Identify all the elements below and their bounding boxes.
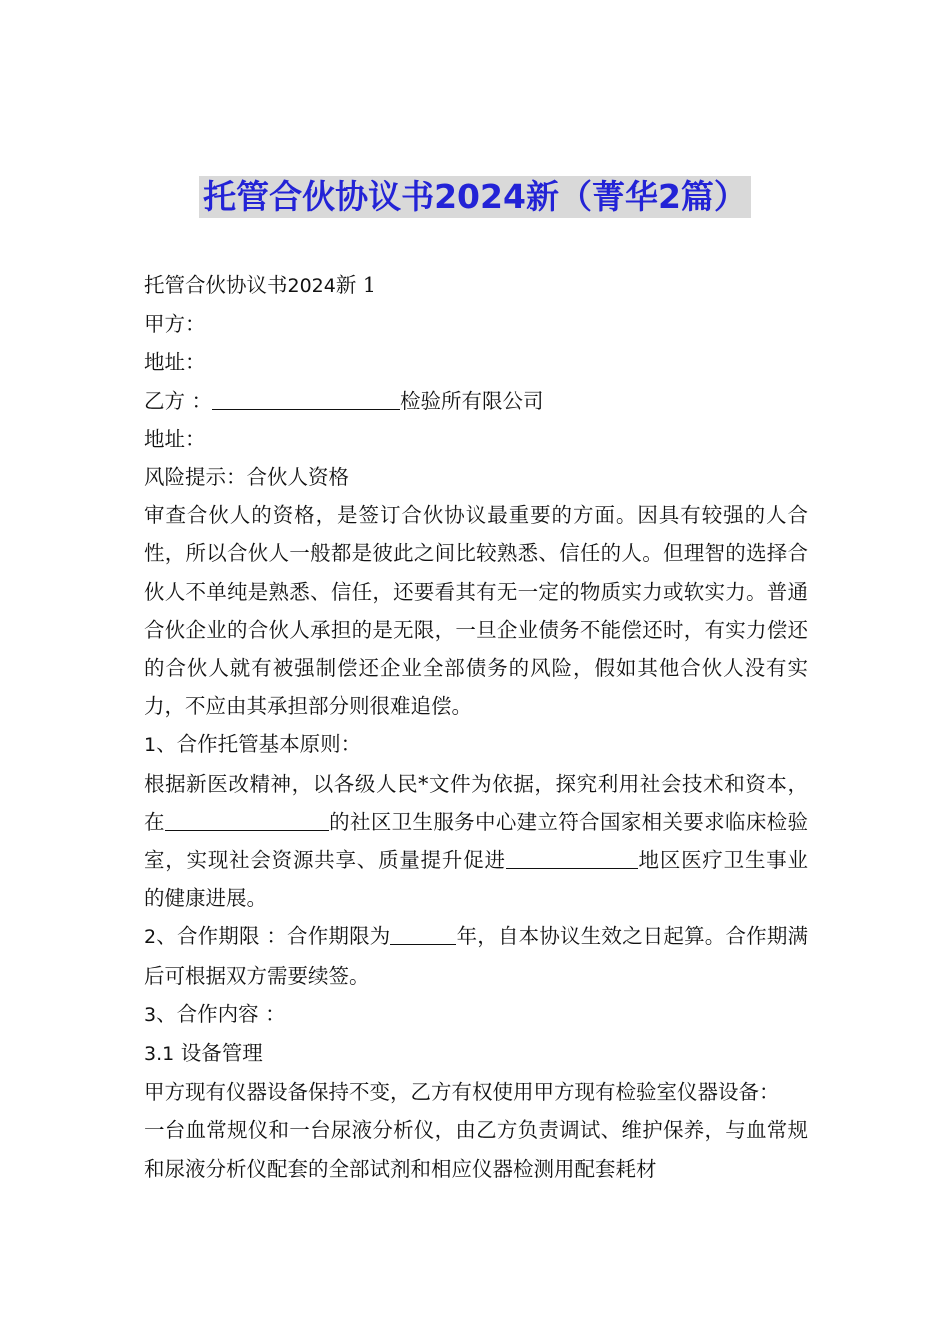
section-2-blank <box>390 924 456 945</box>
party-b-prefix: 乙方 ： <box>144 388 213 413</box>
section-3-title: 、合作内容 ： <box>156 1001 286 1026</box>
section-1-heading <box>144 725 808 764</box>
risk-paragraph: 审查合伙人的资格，是签订合伙协议最重要的方面。因具有较强的人合性，所以合伙人一般都是彼此之间比较熟悉、信任的人。但理智的选择合伙人不单纯是熟悉、信任，还要看其有无一定的物质实力或软实力。普通合伙企业的合伙人承担的是无限，一旦企业债务不能偿还时，有实力偿还的合伙人就有被强制偿还企业全部债务的风险，假如其他合伙人没有实力，不应由其承担部分则很难追偿。 <box>144 503 808 719</box>
section-3-1-paragraph-2: 一台血常规仪和一台尿液分析仪，由乙方负责调试、维护保养，与血常规和尿液分析仪配套的全部试剂和相应仪器检测用配套耗材 <box>144 1118 808 1181</box>
section-3-1-heading <box>144 1034 808 1073</box>
party-a-line: 甲方： <box>144 312 206 337</box>
section-1-part3: 地区医疗卫生事业的健康进展。 <box>144 848 809 911</box>
section-1-paragraph <box>144 765 808 918</box>
section-1-number: 1 <box>144 734 157 757</box>
section-1-blank-1 <box>165 810 329 831</box>
party-b-suffix: 检验所有限公司 <box>400 388 544 413</box>
section-3-1-number: 3.1 <box>144 1043 175 1066</box>
section-1-part2: 的社区卫生服务中心建立符合国家相关要求临床检验室，实现社会资源共享、质量提升促进 <box>144 809 809 873</box>
document-body <box>144 266 808 1188</box>
section-2-part1: 、合作期限 ：合作期限为 <box>156 924 391 949</box>
party-b-blank <box>212 389 400 410</box>
document-title: 托管合伙协议书2024新（菁华2篇） <box>199 176 751 218</box>
address-b-line: 地址： <box>144 426 206 451</box>
subtitle <box>144 266 808 305</box>
section-1-part1: 根据新医改精神，以各级人民*文件为依据，探究利用社会技术和资本，在 <box>144 771 808 834</box>
subtitle-text: 托管合伙协议书 <box>144 273 288 297</box>
section-2-part2: 年，自本协议生效之日起算。合作期满后可根据双方需要续签。 <box>144 924 808 988</box>
section-2-number: 2 <box>144 926 157 949</box>
subtitle-rest: 新 1 <box>335 273 376 297</box>
section-2-paragraph <box>144 917 808 994</box>
section-1-blank-2 <box>506 848 638 869</box>
section-3-1-title: 设备管理 <box>180 1041 263 1066</box>
section-3-heading <box>144 995 808 1034</box>
party-b-line <box>144 382 808 420</box>
subtitle-year: 2024 <box>287 275 336 297</box>
section-3-1-paragraph-1: 甲方现有仪器设备保持不变，乙方有权使用甲方现有检验室仪器设备： <box>144 1080 780 1105</box>
section-1-title: 、合作托管基本原则： <box>156 732 362 757</box>
section-3-number: 3 <box>144 1003 157 1026</box>
risk-heading: 风险提示：合伙人资格 <box>144 465 349 490</box>
address-a-line: 地址： <box>144 350 206 375</box>
title-container <box>0 176 950 218</box>
